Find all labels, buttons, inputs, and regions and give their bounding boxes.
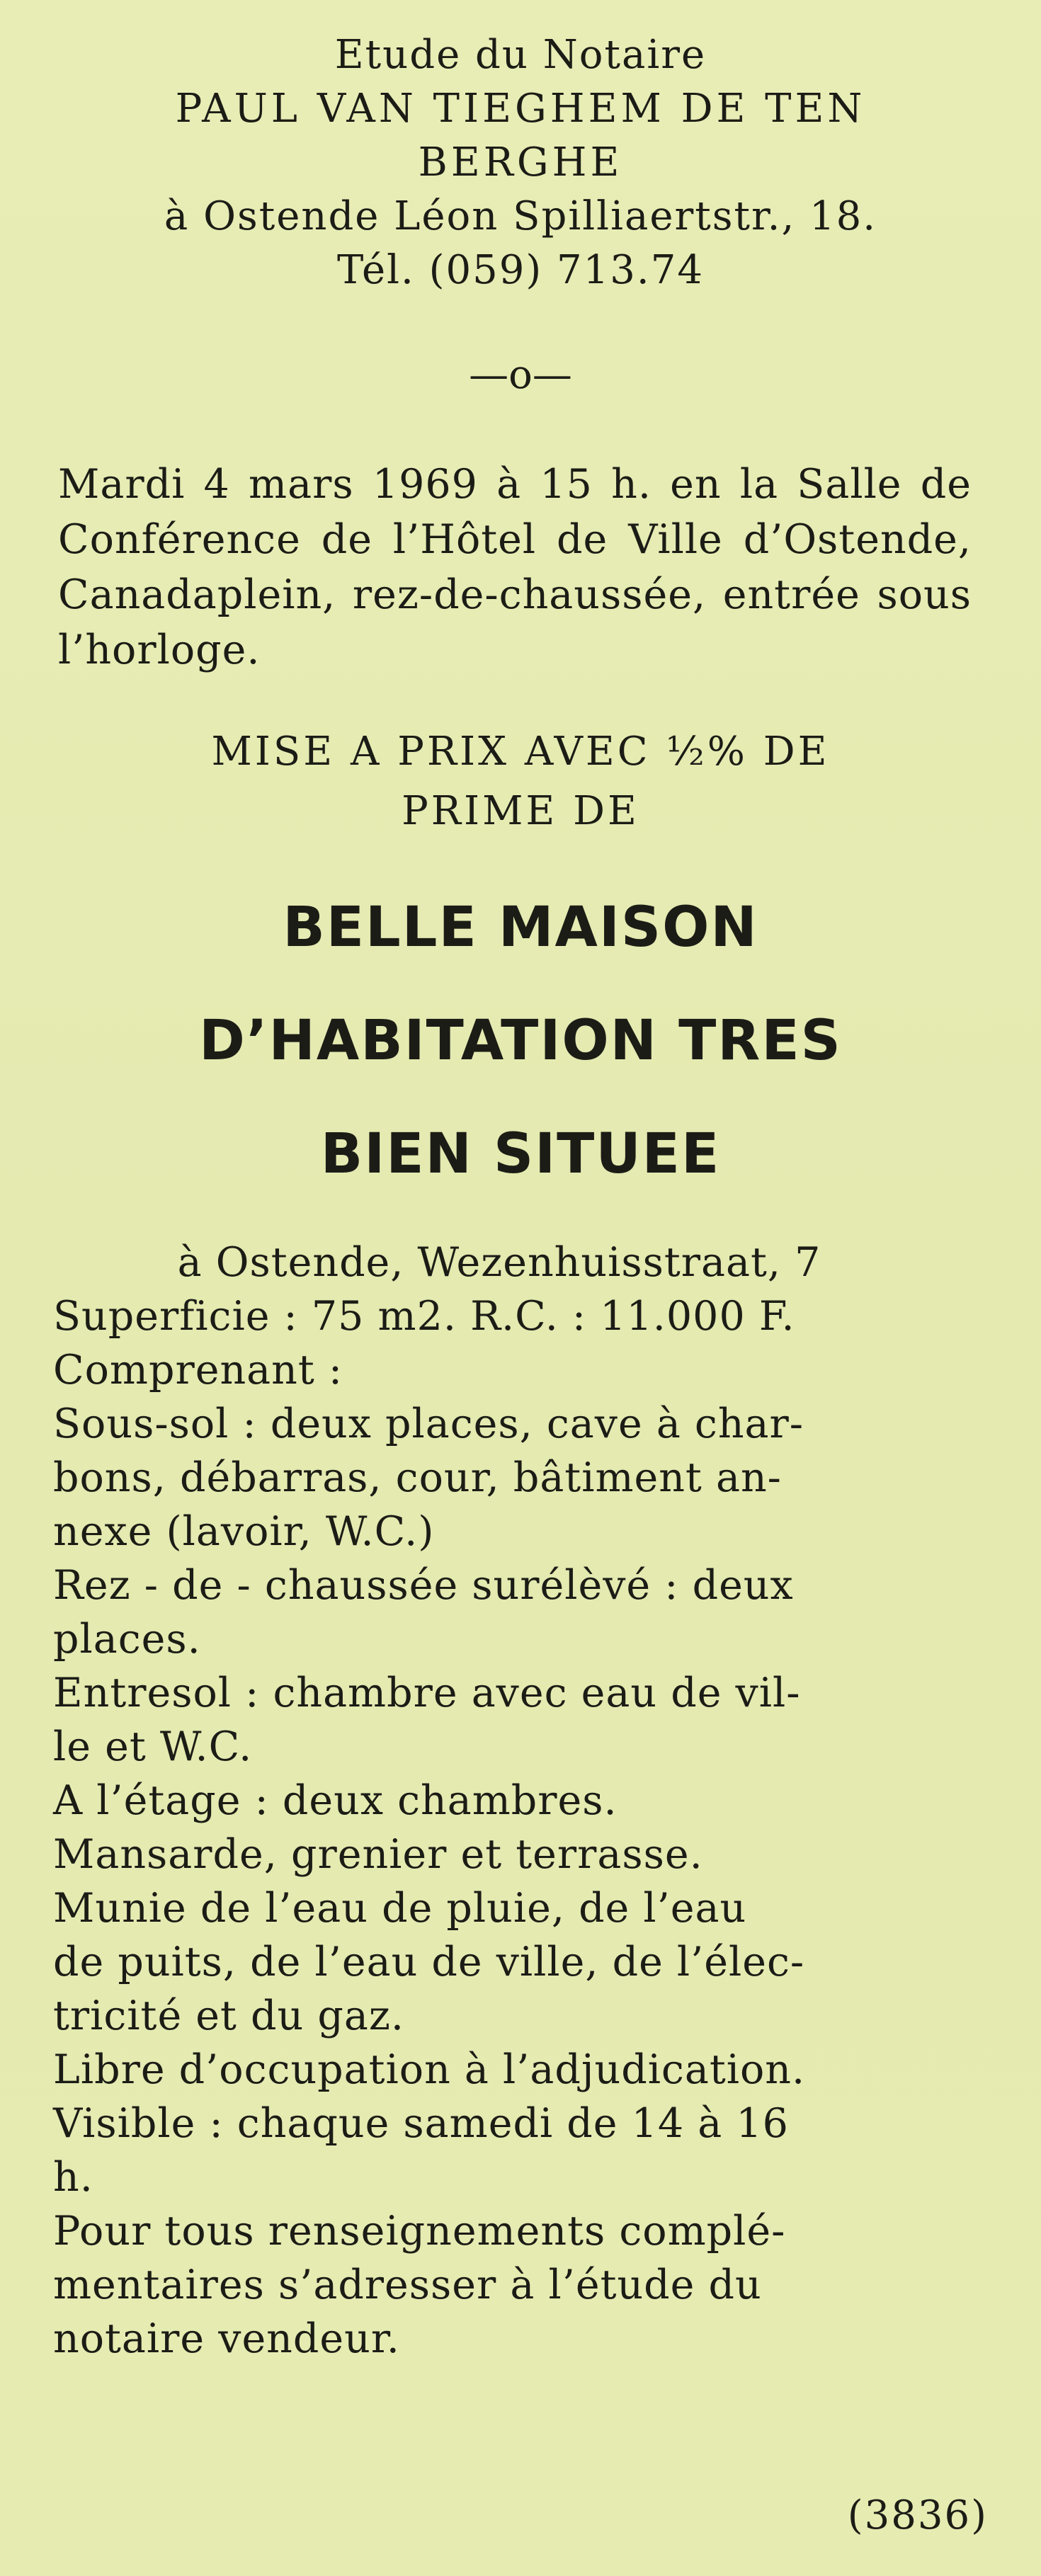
starting-price-line-2: PRIME DE	[402, 788, 639, 834]
description-line: h.	[53, 2154, 93, 2201]
reference-number: (3836)	[847, 2492, 988, 2538]
property-title-line-1: BELLE MAISON	[283, 896, 758, 959]
description-line: Libre d’occupation à l’adjudication.	[53, 2046, 806, 2093]
header-line-office: Etude du Notaire	[334, 32, 707, 78]
notary-header	[0, 28, 1041, 297]
description-line: le et W.C.	[53, 1723, 253, 1770]
description-line: notaire vendeur.	[53, 2315, 400, 2362]
description-line: Munie de l’eau de pluie, de l’eau	[53, 1885, 747, 1932]
description-line: Superficie : 75 m2. R.C. : 11.000 F.	[53, 1293, 795, 1340]
description-line: places.	[53, 1616, 201, 1663]
header-line-phone: Tél. (059) 713.74	[337, 247, 704, 293]
description-line: Mansarde, grenier et terrasse.	[53, 1831, 703, 1878]
property-description	[53, 1236, 995, 2366]
description-line: de puits, de l’eau de ville, de l’élec-	[53, 1939, 805, 1985]
description-line: A l’étage : deux chambres.	[53, 1777, 618, 1824]
description-line: Visible : chaque samedi de 14 à 16	[53, 2100, 789, 2147]
description-line: nexe (lavoir, W.C.)	[53, 1508, 435, 1555]
separator: —o—	[469, 352, 572, 398]
description-line: à Ostende, Wezenhuisstraat, 7	[177, 1239, 821, 1286]
description-line: tricité et du gaz.	[53, 1993, 404, 2039]
header-line-name: PAUL VAN TIEGHEM DE TEN	[175, 86, 866, 132]
description-line: Rez - de - chaussée surélèvé : deux	[53, 1562, 794, 1609]
description-line: Pour tous renseignements complé-	[53, 2208, 786, 2255]
property-title-line-3: BIEN SITUEE	[320, 1122, 721, 1186]
description-line: Comprenant :	[53, 1347, 343, 1394]
description-line: mentaires s’adresser à l’étude du	[53, 2262, 762, 2308]
description-line: Entresol : chambre avec eau de vil-	[53, 1670, 801, 1716]
starting-price-line-1: MISE A PRIX AVEC ½% DE	[211, 729, 830, 775]
starting-price-heading	[0, 722, 1041, 841]
description-line: bons, débarras, cour, bâtiment an-	[53, 1454, 782, 1501]
sale-date-paragraph: Mardi 4 mars 1969 à 15 h. en la Salle de Conférence de l’Hôtel de Ville d’Ostende, Canadaplein, rez-de-chaussée, entrée sous l’horloge.	[58, 461, 972, 673]
header-line-address: à Ostende Léon Spilliaertstr., 18.	[164, 193, 877, 239]
header-line-name-cont: BERGHE	[418, 139, 623, 186]
property-title-line-2: D’HABITATION TRES	[199, 1009, 842, 1073]
description-line: Sous-sol : deux places, cave à char-	[53, 1401, 804, 1447]
